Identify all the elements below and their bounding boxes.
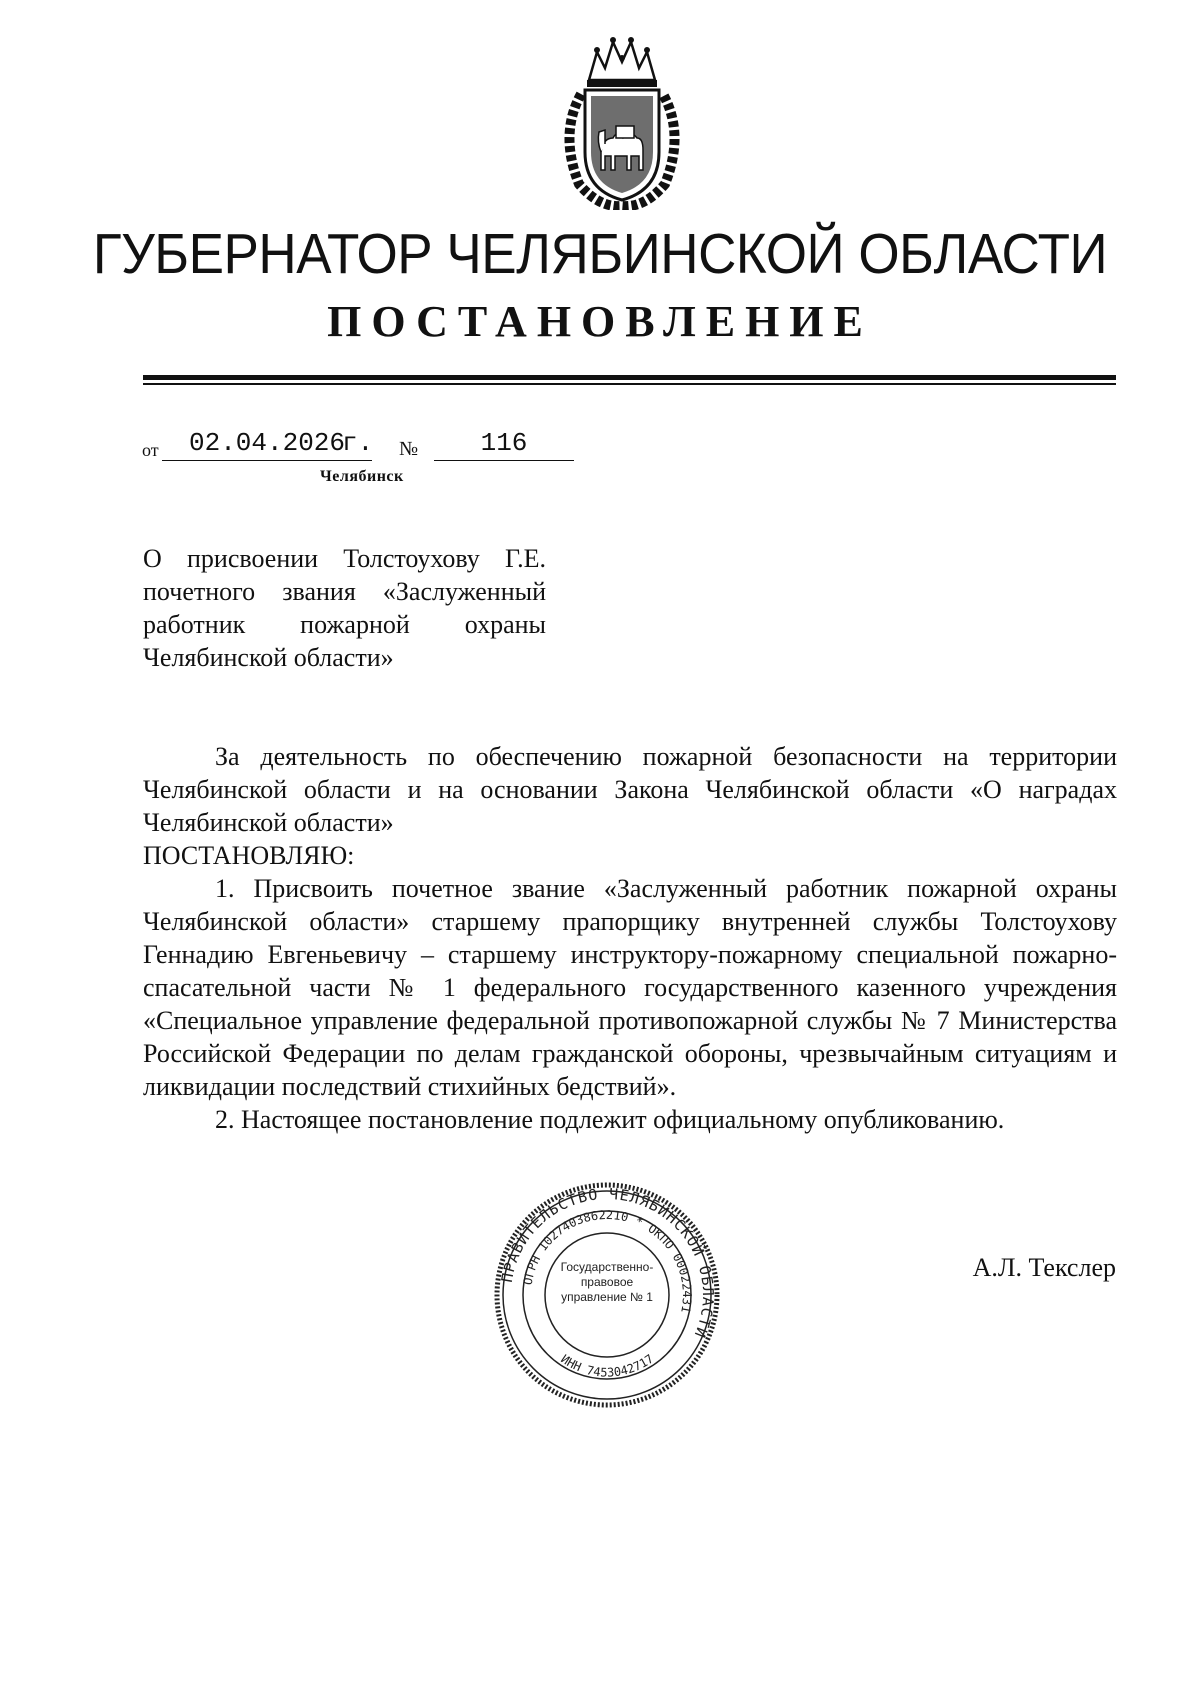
year-suffix: г.	[342, 428, 374, 458]
seal-inn-text: ИНН 7453042717	[558, 1351, 657, 1380]
preamble: За деятельность по обеспечению пожарной безопасности на территории Челябинской области и на основании Закона Челябинской области «О наградах Челябинской области»	[143, 742, 1117, 837]
authority-title: ГУБЕРНАТОР ЧЕЛЯБИНСКОЙ ОБЛАСТИ	[92, 222, 1108, 286]
seal-center-text: Государственно- правовое управление № 1	[560, 1260, 654, 1304]
header-rule	[143, 375, 1116, 380]
from-label: от	[142, 440, 159, 460]
signer-name: А.Л. Текслер	[972, 1253, 1116, 1282]
list-item: 1. Присвоить почетное звание «Заслуженный работник пожарной охраны Челябинской области» старшему прапорщику внутренней службы Толстоухову Геннадию Евгеньевичу – старшему инструктору-пожарному специальной пожарно-спасательной части № 1 федерального государственного казенного учреждения «Специальное управление федеральной противопожарной службы № 7 Министерства Российской Федерации по делам гражданской обороны, чрезвычайным ситуациям и ликвидации последствий стихийных бедствий».	[143, 874, 1117, 1101]
decree-word: ПОСТАНОВЛЯЮ:	[143, 841, 355, 870]
document-type: ПОСТАНОВЛЕНИЕ	[327, 297, 873, 346]
registration-line	[142, 428, 592, 464]
document-number: 116	[434, 428, 574, 461]
list-item: 2. Настоящее постановление подлежит официальному опубликованию.	[215, 1105, 1005, 1134]
svg-text:ИНН 7453042717	[558, 1352, 656, 1380]
document-body	[143, 740, 1117, 1136]
city: Челябинск	[320, 468, 404, 485]
document-subject: О присвоении Толстоухову Г.Е. почетного звания «Заслуженный работник пожарной охраны Челябинской области»	[143, 544, 546, 672]
official-seal	[492, 1180, 722, 1410]
number-label: №	[399, 438, 419, 460]
header-rule-thin	[143, 383, 1116, 385]
coat-of-arms-icon	[553, 34, 691, 210]
seal-inner-text: ОГРН 1027403862210 * ОКПО 00022431	[520, 1207, 695, 1314]
seal-outer-text: ПРАВИТЕЛЬСТВО ЧЕЛЯБИНСКОЙ ОБЛАСТИ	[497, 1184, 718, 1341]
document-date: 02.04.2026	[162, 428, 372, 461]
